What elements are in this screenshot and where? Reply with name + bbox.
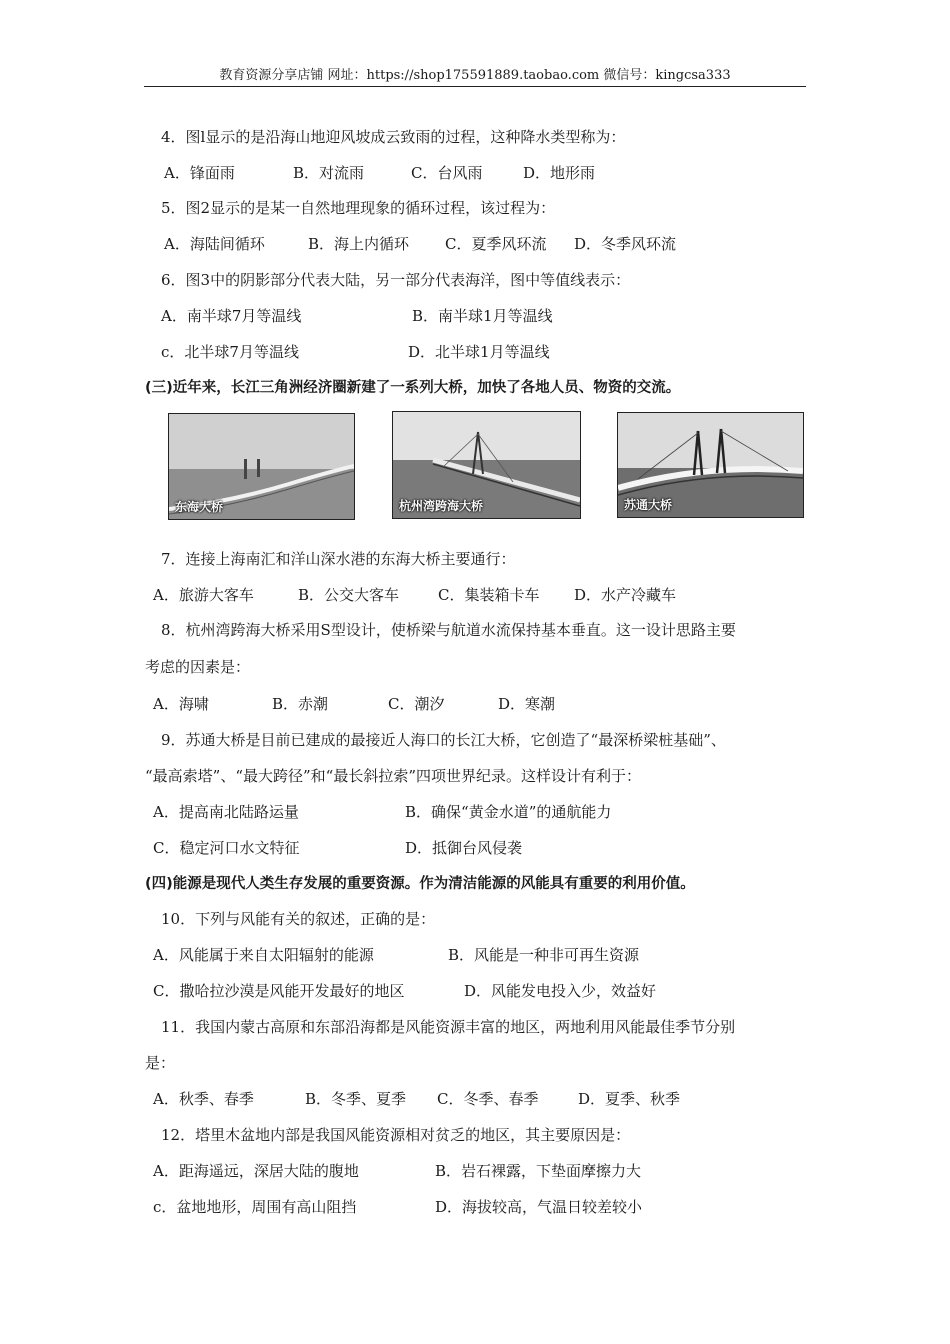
q8-option-b: B．赤潮 (272, 695, 329, 713)
section-3-heading: (三)近年来，长江三角洲经济圈新建了一系列大桥，加快了各地人员、物资的交流。 (145, 380, 681, 396)
q7-option-d: D．水产冷藏车 (574, 586, 677, 604)
q11-option-c: C．冬季、春季 (437, 1090, 539, 1108)
q9-option-c: C．稳定河口水文特征 (153, 839, 300, 857)
q11-option-b: B．冬季、夏季 (305, 1090, 407, 1108)
q9-option-b: B．确保“黄金水道”的通航能力 (405, 803, 612, 821)
q8-stem-line-1: 8．杭州湾跨海大桥采用S型设计，使桥梁与航道水流保持基本垂直。这一设计思路主要 (161, 621, 736, 639)
q7-option-c: C．集装箱卡车 (438, 586, 540, 604)
q6-option-d: D．北半球1月等温线 (408, 343, 550, 361)
q9-stem-line-1: 9．苏通大桥是目前已建成的最接近人海口的长江大桥，它创造了“最深桥梁桩基础”、 (161, 731, 726, 749)
q12-option-d: D．海拔较高，气温日较差较小 (435, 1198, 643, 1216)
q8-option-a: A．海啸 (153, 695, 209, 713)
q9-stem-line-2: “最高索塔”、“最大跨径”和“最长斜拉索”四项世界纪录。这样设计有利于： (145, 767, 642, 785)
q10-option-c: C．撒哈拉沙漠是风能开发最好的地区 (153, 982, 405, 1000)
q8-option-d: D．寒潮 (498, 695, 556, 713)
photo-sutong-bridge (617, 412, 804, 518)
photo-caption: 苏通大桥 (624, 498, 673, 512)
header-divider (144, 86, 806, 87)
q5-stem: 5．图2显示的是某一自然地理现象的循环过程，该过程为： (161, 199, 556, 217)
q12-stem: 12．塔里木盆地内部是我国风能资源相对贫乏的地区，其主要原因是： (161, 1126, 631, 1144)
q4-stem: 4．图l显示的是沿海山地迎风坡成云致雨的过程，这种降水类型称为： (161, 128, 626, 146)
q10-stem: 10．下列与风能有关的叙述，正确的是： (161, 910, 436, 928)
q9-option-d: D．抵御台风侵袭 (405, 839, 523, 857)
q4-option-d: D．地形雨 (523, 164, 596, 182)
q12-option-c: c．盆地地形，周围有高山阻挡 (153, 1198, 357, 1216)
q7-stem: 7．连接上海南汇和洋山深水港的东海大桥主要通行： (161, 550, 516, 568)
photo-caption: 东海大桥 (175, 500, 224, 514)
q8-stem-line-2: 考虑的因素是： (145, 658, 251, 676)
q10-option-b: B．风能是一种非可再生资源 (448, 946, 640, 964)
q7-option-a: A．旅游大客车 (153, 586, 254, 604)
q11-stem-line-1: 11．我国内蒙古高原和东部沿海都是风能资源丰富的地区，两地利用风能最佳季节分别 (161, 1018, 736, 1036)
q7-option-b: B．公交大客车 (298, 586, 400, 604)
page-header: 教育资源分享店铺 网址：https://shop175591889.taobao.com 微信号：kingcsa333 (219, 68, 731, 83)
photo-hangzhou-bay-bridge (392, 411, 581, 519)
photo-caption: 杭州湾跨海大桥 (399, 499, 484, 513)
q9-option-a: A．提高南北陆路运量 (153, 803, 299, 821)
q5-option-d: D．冬季风环流 (574, 235, 677, 253)
q4-option-a: A．锋面雨 (164, 164, 235, 182)
q10-option-d: D．风能发电投入少，效益好 (464, 982, 657, 1000)
q12-option-b: B．岩石裸露，下垫面摩擦力大 (435, 1162, 642, 1180)
q11-option-d: D．夏季、秋季 (578, 1090, 681, 1108)
q5-option-c: C．夏季风环流 (445, 235, 547, 253)
q6-option-b: B．南半球1月等温线 (412, 307, 553, 325)
q4-option-b: B．对流雨 (293, 164, 365, 182)
q10-option-a: A．风能属于来自太阳辐射的能源 (153, 946, 374, 964)
q4-option-c: C．台风雨 (411, 164, 483, 182)
q6-stem: 6．图3中的阴影部分代表大陆，另一部分代表海洋，图中等值线表示： (161, 271, 631, 289)
q6-option-c: c．北半球7月等温线 (161, 343, 299, 361)
q11-option-a: A．秋季、春季 (153, 1090, 254, 1108)
q11-stem-line-2: 是： (145, 1054, 176, 1072)
q5-option-a: A．海陆间循环 (164, 235, 265, 253)
q8-option-c: C．潮汐 (388, 695, 445, 713)
q12-option-a: A．距海遥远，深居大陆的腹地 (153, 1162, 359, 1180)
q5-option-b: B．海上内循环 (308, 235, 410, 253)
photo-donghai-bridge (168, 413, 355, 520)
q6-option-a: A．南半球7月等温线 (161, 307, 302, 325)
section-4-heading: (四)能源是现代人类生存发展的重要资源。作为清洁能源的风能具有重要的利用价值。 (145, 876, 695, 892)
